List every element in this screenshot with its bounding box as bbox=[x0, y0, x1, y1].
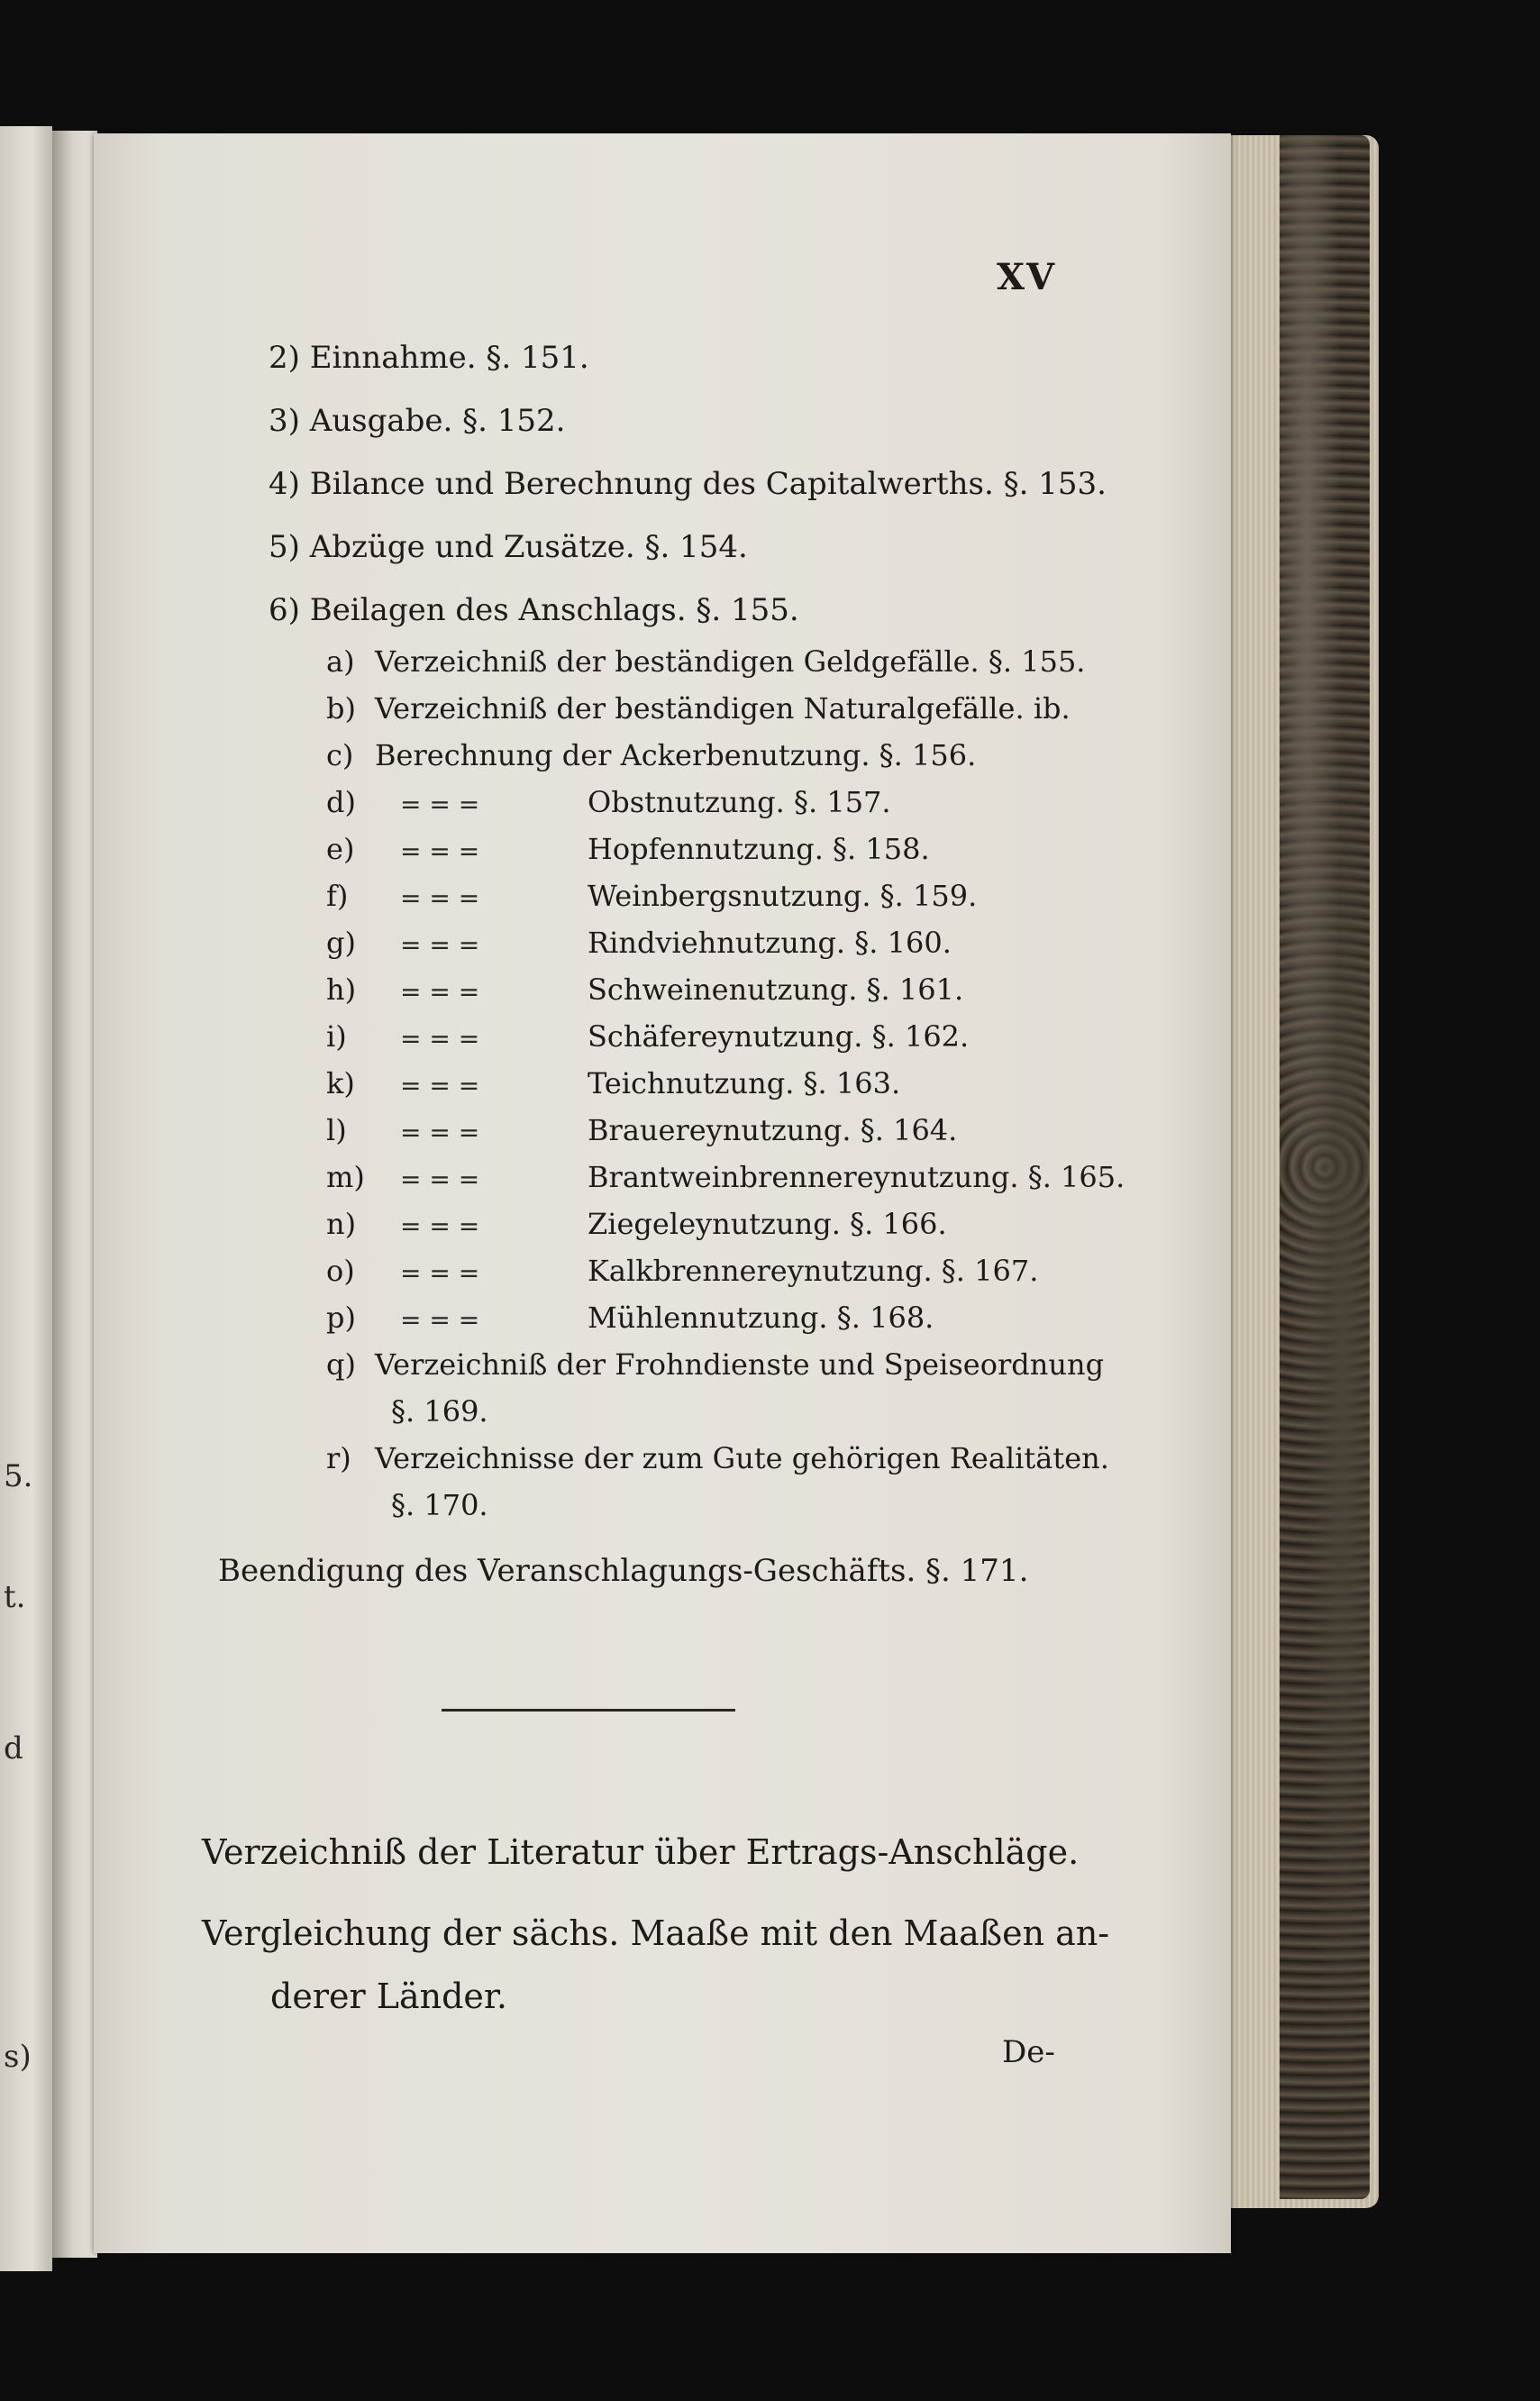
section-ausgabe: 3) Ausgabe. §. 152. bbox=[269, 403, 566, 439]
section-einnahme: 2) Einnahme. §. 151. bbox=[269, 340, 589, 376]
vergleichung-heading: Vergleichung der sächs. Maaße mit den Maaßen an- bbox=[202, 1913, 1110, 1953]
beilage-label: d) bbox=[326, 785, 356, 819]
book-page bbox=[94, 133, 1231, 2253]
beilage-label: f) bbox=[326, 879, 349, 913]
ditto-mark: = = = bbox=[400, 1305, 480, 1335]
beilage-text: Berechnung der Ackerbenutzung. §. 156. bbox=[375, 738, 977, 772]
beilage-text: Schäfereynutzung. §. 162. bbox=[588, 1019, 970, 1054]
beilage-label: i) bbox=[326, 1019, 347, 1054]
catchword: De- bbox=[1002, 2034, 1055, 2070]
beilage-text: Mühlennutzung. §. 168. bbox=[588, 1301, 934, 1335]
ditto-mark: = = = bbox=[400, 1258, 480, 1288]
beilage-label: o) bbox=[326, 1254, 355, 1288]
beilage-text-continued: §. 169. bbox=[391, 1394, 488, 1429]
beilage-label: h) bbox=[326, 972, 357, 1007]
beilage-label: q) bbox=[326, 1347, 356, 1382]
beilage-text: Kalkbrennereynutzung. §. 167. bbox=[588, 1254, 1039, 1288]
ditto-mark: = = = bbox=[400, 790, 480, 819]
beilage-text: Rindviehnutzung. §. 160. bbox=[588, 926, 952, 960]
ditto-mark: = = = bbox=[400, 1071, 480, 1100]
beilage-label: m) bbox=[326, 1160, 365, 1194]
beilage-text: Verzeichniß der Frohndienste und Speiseordnung bbox=[375, 1347, 1105, 1382]
beilage-label: l) bbox=[326, 1113, 347, 1147]
beilage-text: Verzeichniß der beständigen Geldgefälle. §. 155. bbox=[375, 644, 1086, 679]
beilage-label: r) bbox=[326, 1441, 351, 1475]
beilage-text: Brauereynutzung. §. 164. bbox=[588, 1113, 958, 1147]
section-divider bbox=[442, 1709, 735, 1712]
page-number: XV bbox=[997, 256, 1057, 298]
ditto-mark: = = = bbox=[400, 930, 480, 960]
ditto-mark: = = = bbox=[400, 883, 480, 913]
marbled-cover bbox=[1280, 135, 1370, 2199]
ditto-mark: = = = bbox=[400, 977, 480, 1007]
beilage-text: Verzeichnisse der zum Gute gehörigen Realitäten. bbox=[375, 1441, 1109, 1475]
beilage-label: k) bbox=[326, 1066, 355, 1100]
beilage-text: Teichnutzung. §. 163. bbox=[588, 1066, 901, 1100]
beilage-label: e) bbox=[326, 832, 355, 866]
beilage-label: c) bbox=[326, 738, 354, 772]
beilage-text-continued: §. 170. bbox=[391, 1488, 488, 1522]
facing-page-edge bbox=[0, 126, 52, 2271]
ditto-mark: = = = bbox=[400, 1024, 480, 1054]
vergleichung-heading-continued: derer Länder. bbox=[270, 1976, 507, 2016]
section-beilagen: 6) Beilagen des Anschlags. §. 155. bbox=[269, 592, 799, 628]
beilage-text: Ziegeleynutzung. §. 166. bbox=[588, 1207, 947, 1241]
ditto-mark: = = = bbox=[400, 836, 480, 866]
facing-page-fragment: s) bbox=[4, 2039, 32, 2075]
beilage-label: n) bbox=[326, 1207, 357, 1241]
ditto-mark: = = = bbox=[400, 1211, 480, 1241]
ditto-mark: = = = bbox=[400, 1164, 480, 1194]
section-bilance: 4) Bilance und Berechnung des Capitalwerths. §. 153. bbox=[269, 466, 1107, 502]
facing-page-fragment: d bbox=[4, 1730, 23, 1767]
literatur-heading: Verzeichniß der Literatur über Ertrags-Anschläge. bbox=[202, 1832, 1080, 1872]
facing-page-fragment: t. bbox=[4, 1579, 26, 1615]
beilage-text: Obstnutzung. §. 157. bbox=[588, 785, 891, 819]
section-abzuege: 5) Abzüge und Zusätze. §. 154. bbox=[269, 529, 748, 565]
beilage-label: g) bbox=[326, 926, 356, 960]
beilage-text: Schweinenutzung. §. 161. bbox=[588, 972, 964, 1007]
beilage-label: b) bbox=[326, 691, 356, 726]
beilage-text: Brantweinbrennereynutzung. §. 165. bbox=[588, 1160, 1125, 1194]
beilage-text: Verzeichniß der beständigen Naturalgefälle. ib. bbox=[375, 691, 1071, 726]
beilage-text: Hopfennutzung. §. 158. bbox=[588, 832, 930, 866]
book-gutter bbox=[52, 131, 97, 2258]
facing-page-fragment: 5. bbox=[4, 1458, 33, 1494]
ditto-mark: = = = bbox=[400, 1118, 480, 1147]
beendigung-line: Beendigung des Veranschlagungs-Geschäfts. §. 171. bbox=[218, 1553, 1029, 1589]
beilage-label: a) bbox=[326, 644, 355, 679]
beilage-label: p) bbox=[326, 1301, 356, 1335]
beilage-text: Weinbergsnutzung. §. 159. bbox=[588, 879, 978, 913]
